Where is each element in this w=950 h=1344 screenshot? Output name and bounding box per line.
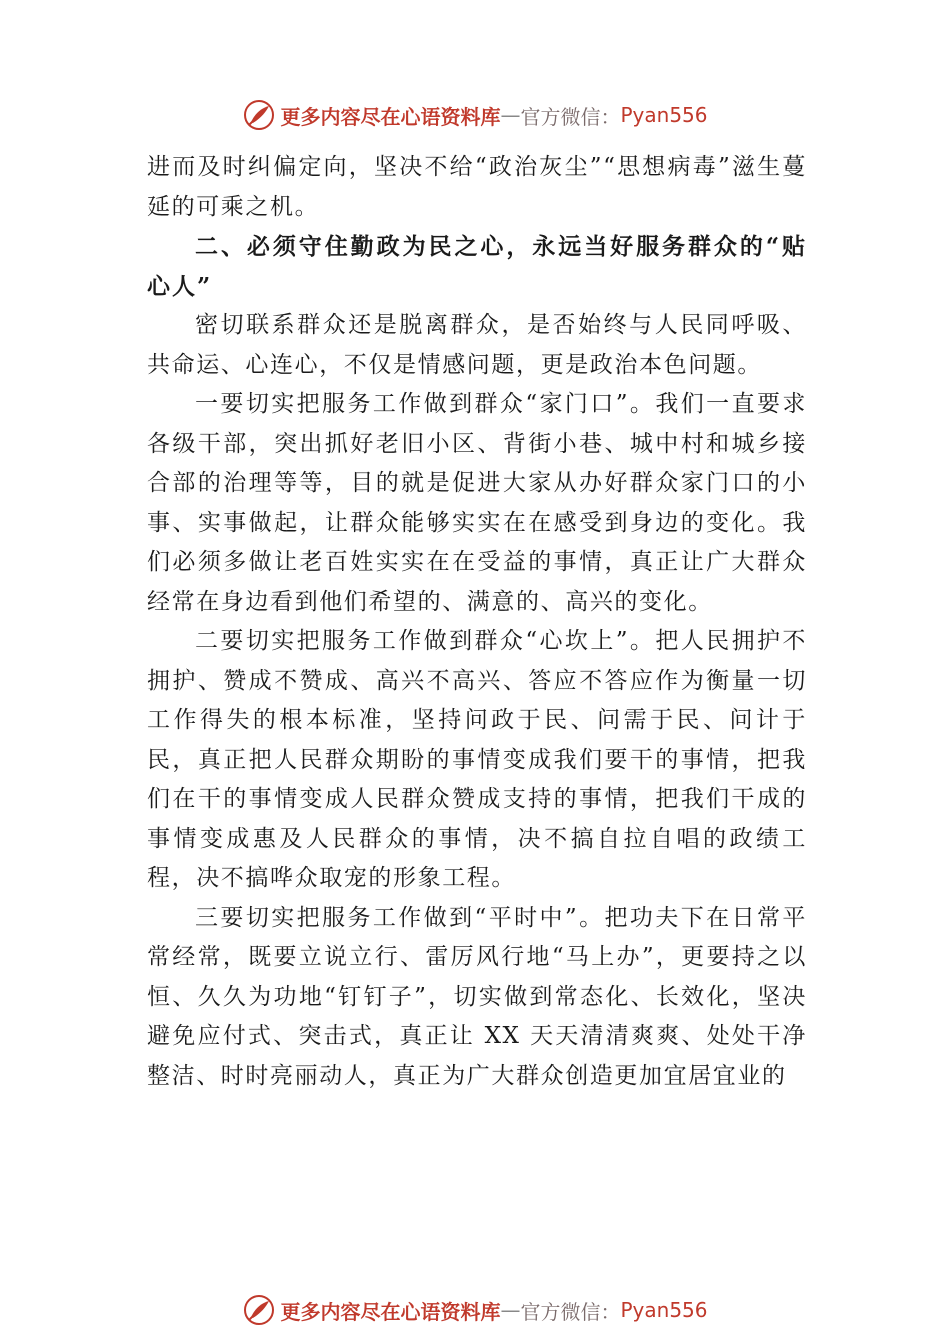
continuation-paragraph: 进而及时纠偏定向，坚决不给“政治灰尘”“思想病毒”滋生蔓延的可乘之机。 [147,154,807,220]
body-paragraph: 密切联系群众还是脱离群众，是否始终与人民同呼吸、共命运、心连心，不仅是情感问题，更是政治本色问题。 [147,312,807,378]
document-body [147,148,807,1096]
banner-wechat-label: 官方微信： [520,1299,621,1324]
leaf-pen-logo-icon [242,98,276,132]
body-paragraph: 一要切实把服务工作做到群众“家门口”。我们一直要求各级干部，突出抓好老旧小区、背街小巷、城中村和城乡接合部的治理等等，目的就是促进大家从办好群众家门口的小事、实事做起，让群众能够实实在在感受到身边的变化。我们必须多做让老百姓实实在在受益的事情，真正让广大群众经常在身边看到他们希望的、满意的、高兴的变化。 [147,391,807,615]
banner-dash: — [500,103,521,127]
banner-brand-text: 更多内容尽在心语资料库 [280,104,501,129]
banner-dash: — [500,1298,521,1322]
body-paragraph: 二要切实把服务工作做到群众“心坎上”。把人民拥护不拥护、赞成不赞成、高兴不高兴、答应不答应作为衡量一切工作得失的根本标准，坚持问政于民、问需于民、问计于民，真正把人民群众期盼的事情变成我们要干的事情，把我们在干的事情变成人民群众赞成支持的事情，把我们干成的事情变成惠及人民群众的事情，决不搞自拉自唱的政绩工程，决不搞哗众取宠的形象工程。 [147,628,807,891]
banner-wechat-label: 官方微信： [520,104,621,129]
header-watermark-banner [0,95,950,135]
section-heading: 二、必须守住勤政为民之心，永远当好服务群众的“贴心人” [147,233,807,300]
banner-wechat-handle: Pyan556 [620,103,708,127]
body-paragraph: 三要切实把服务工作做到“平时中”。把功夫下在日常平常经常，既要立说立行、雷厉风行地“马上办”，更要持之以恒、久久为功地“钉钉子”，切实做到常态化、长效化，坚决避免应付式、突击式，真正让 XX 天天清清爽爽、处处干净整洁、时时亮丽动人，真正为广大群众创造更加宜居宜业的 [147,904,807,1089]
footer-watermark-banner [0,1290,950,1330]
banner-brand-text: 更多内容尽在心语资料库 [280,1299,501,1324]
banner-wechat-handle: Pyan556 [620,1298,708,1322]
leaf-pen-logo-icon [242,1293,276,1327]
